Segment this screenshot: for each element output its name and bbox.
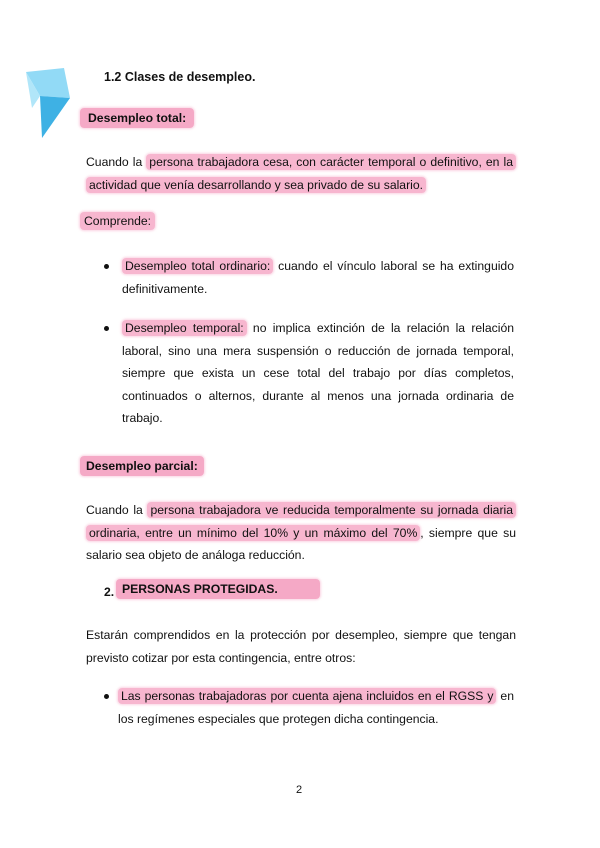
- section-title: 1.2 Clases de desempleo.: [104, 70, 256, 84]
- heading-highlight: Desempleo total:: [80, 108, 194, 128]
- bullet-highlight: Las personas trabajadoras por cuenta ajena incluidos en el RGSS y: [118, 688, 496, 704]
- heading-desempleo-parcial: [80, 459, 204, 473]
- bullet-highlight: Desempleo total ordinario:: [122, 258, 273, 274]
- list-item: [122, 317, 514, 430]
- parcial-paragraph: [86, 499, 516, 567]
- heading-highlight: Desempleo parcial:: [80, 456, 204, 476]
- bullet-text: no implica extinción de la relación la relación laboral, sino una mera suspensión o reducción de jornada temporal, siempre que exista un cese total del trabajo por días completos, continuados o alternos, durante al menos una jornada ordinaria de trabajo.: [122, 321, 514, 425]
- comprende-highlight: Comprende:: [80, 212, 155, 230]
- list-item: [122, 255, 514, 300]
- parcial-para-suffix: , siempre que su salario sea objeto de análoga reducción.: [86, 525, 516, 562]
- heading-highlight: PERSONAS PROTEGIDAS.: [116, 579, 320, 599]
- bullet-dot: [104, 264, 109, 269]
- heading-desempleo-total: [80, 111, 194, 125]
- bullet-dot: [104, 326, 109, 331]
- section-2-number: 2.: [104, 585, 115, 599]
- total-para-prefix: Cuando la: [86, 155, 147, 169]
- bullet-text: cuando el vínculo laboral se ha extinguido definitivamente.: [122, 259, 514, 296]
- comprende-label: [80, 214, 155, 228]
- list-item: [118, 685, 514, 730]
- logo: [24, 68, 80, 140]
- parcial-para-highlight: persona trabajadora ve reducida temporalmente su jornada diaria ordinaria, entre un mínimo del 10% y un máximo del 70%: [86, 502, 516, 541]
- total-paragraph: [86, 151, 516, 196]
- bullet-highlight: Desempleo temporal:: [122, 320, 247, 336]
- heading-personas-protegidas: [116, 582, 320, 596]
- total-para-highlight: persona trabajadora cesa, con carácter temporal o definitivo, en la actividad que venía desarrollando y sea privado de su salario.: [86, 154, 516, 193]
- bullet-text: en los regímenes especiales que protegen dicha contingencia.: [118, 689, 514, 726]
- page-number: 2: [296, 784, 303, 796]
- personas-intro: Estarán comprendidos en la protección por desempleo, siempre que tengan previsto cotizar por esta contingencia, entre otros:: [86, 628, 516, 665]
- bullet-dot: [104, 694, 109, 699]
- parcial-para-prefix: Cuando la: [86, 503, 148, 517]
- bird-logo-icon: [24, 68, 80, 140]
